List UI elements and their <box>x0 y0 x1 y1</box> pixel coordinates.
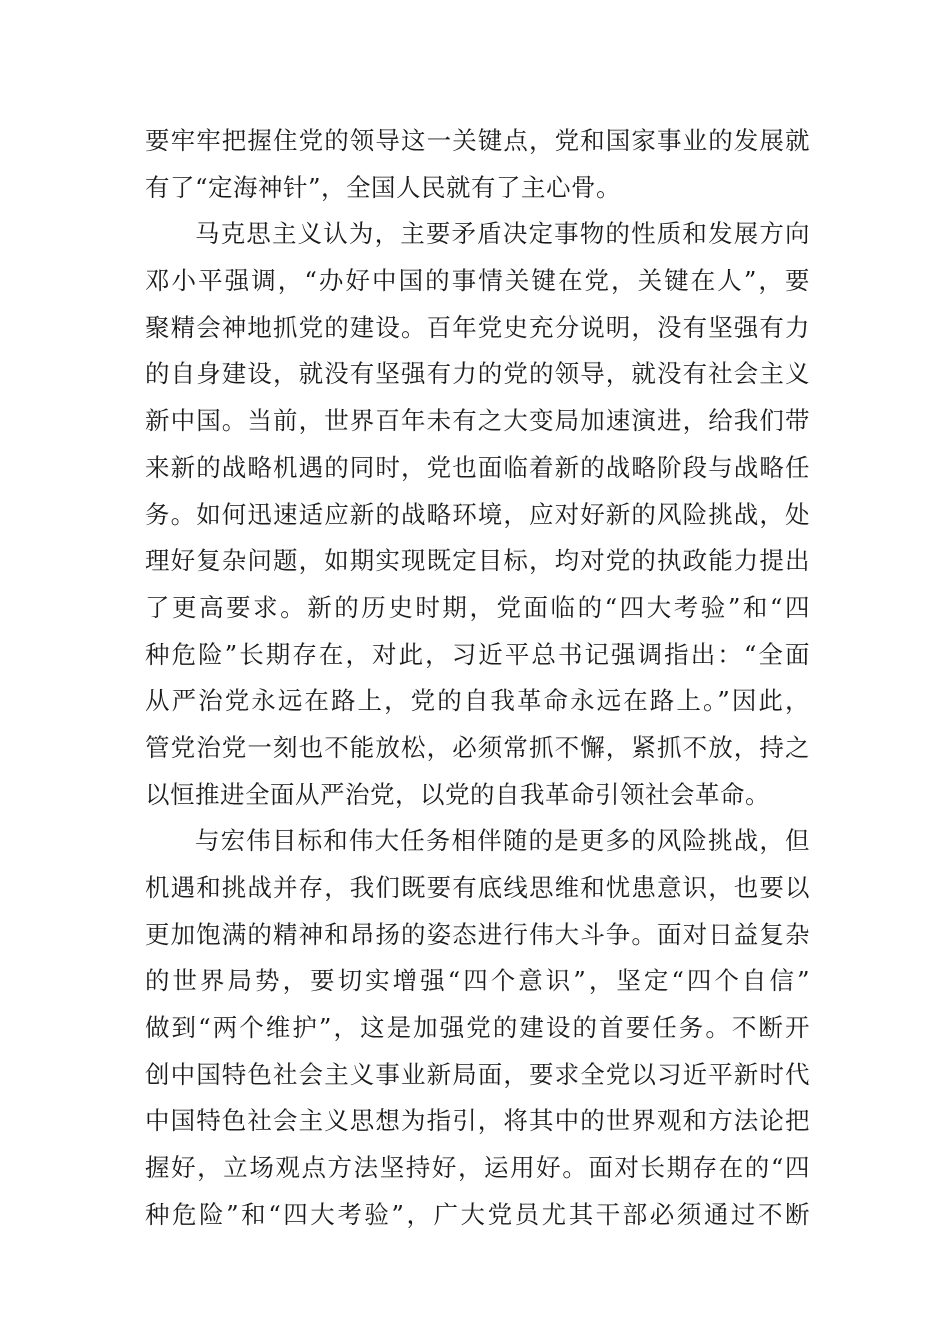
text-line-6: 的自身建设，就没有坚强有力的党的领导，就没有社会主义 <box>145 359 810 389</box>
text-line-1: 要牢牢把握住党的领导这一关键点，党和国家事业的发展就 <box>145 126 810 155</box>
text-line-12: 种危险”长期存在，对此，习近平总书记强调指出：“全面 <box>145 639 810 669</box>
text-line-5: 聚精会神地抓党的建设。百年党史充分说明，没有坚强有力 <box>145 312 810 342</box>
text-line-13: 从严治党永远在路上，党的自我革命永远在路上。”因此， <box>145 686 810 716</box>
text-line-16: 与宏伟目标和伟大任务相伴随的是更多的风险挑战，但 <box>195 826 810 856</box>
text-line-18: 更加饱满的精神和昂扬的姿态进行伟大斗争。面对日益复杂 <box>145 919 810 949</box>
text-line-8: 来新的战略机遇的同时，党也面临着新的战略阶段与战略任 <box>145 452 810 482</box>
text-line-9: 务。如何迅速适应新的战略环境，应对好新的风险挑战，处 <box>145 499 810 529</box>
text-line-21: 创中国特色社会主义事业新局面，要求全党以习近平新时代 <box>145 1059 810 1089</box>
text-line-3: 马克思主义认为，主要矛盾决定事物的性质和发展方向 <box>195 219 810 249</box>
text-line-14: 管党治党一刻也不能放松，必须常抓不懈，紧抓不放，持之 <box>145 732 810 762</box>
text-line-17: 机遇和挑战并存，我们既要有底线思维和忧患意识，也要以 <box>145 873 810 902</box>
text-line-2: 有了“定海神针”，全国人民就有了主心骨。 <box>145 172 622 202</box>
text-line-19: 的世界局势，要切实增强“四个意识”，坚定“四个自信” <box>145 966 810 996</box>
text-line-7: 新中国。当前，世界百年未有之大变局加速演进，给我们带 <box>145 406 810 436</box>
text-line-10: 理好复杂问题，如期实现既定目标，均对党的执政能力提出 <box>145 546 810 576</box>
text-line-22: 中国特色社会主义思想为指引，将其中的世界观和方法论把 <box>145 1106 810 1136</box>
text-line-4: 邓小平强调，“办好中国的事情关键在党，关键在人”，要 <box>145 266 810 296</box>
body-text <box>145 118 810 1239</box>
text-line-24: 种危险”和“四大考验”，广大党员尤其干部必须通过不断 <box>145 1199 810 1229</box>
text-line-11: 了更高要求。新的历史时期，党面临的“四大考验”和“四 <box>145 592 810 622</box>
text-line-20: 做到“两个维护”，这是加强党的建设的首要任务。不断开 <box>145 1013 810 1043</box>
text-line-15: 以恒推进全面从严治党，以党的自我革命引领社会革命。 <box>145 779 770 809</box>
text-line-23: 握好，立场观点方法坚持好，运用好。面对长期存在的“四 <box>145 1153 810 1183</box>
